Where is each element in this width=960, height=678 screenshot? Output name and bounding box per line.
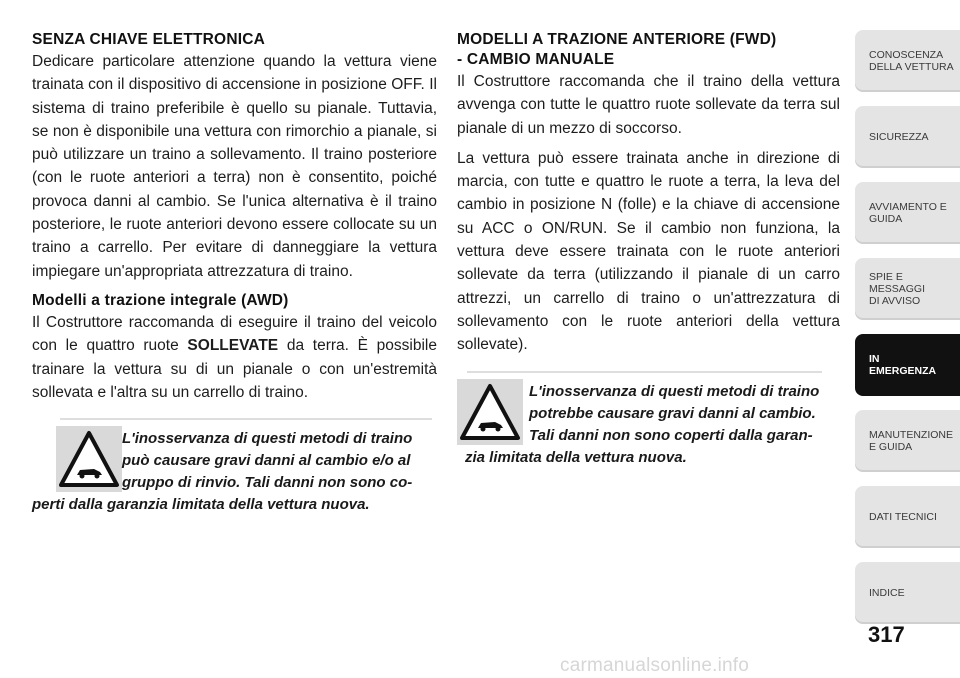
page-number: 317 — [868, 622, 905, 647]
section-text-fwd-2: La vettura può essere trainata anche in direzione di marcia, con tutte e quattro le ruote a terra, la leva del cambio in posizione N (folle) e la chiave di accensione su ACC o ON/RUN. Se il cambio non funziona, la vettura deve essere trainata con le ruote anteriori sollevate da terra (utilizzando il pianale di un carro attrezzi, un carrello di traino o un'attrezzatura di sollevamento con le ruote anteriori della vettura sollevate). — [457, 149, 840, 354]
chapter-tab-2[interactable]: AVVIAMENTO E GUIDA — [855, 182, 960, 244]
section-text-senza-chiave: Dedicare particolare attenzione quando la vettura viene trainata con il dispositivo di accensione in posizione OFF. Il sistema di traino preferibile è quello su pianale. Tuttavia, se non è disponibile una vettura con rimorchio a pianale, si può utilizzare un traino a sollevamento. Il traino posteriore (con le ruote anteriori a terra) non è consentito, poiché provoca danni al cambio. Se l'unica alternativa è il traino posteriore, le ruote anteriori devono essere collocate su un traino a carrello. Per evitare di danneggiare la vettura impiegare un'appropriata attrezzatura di traino. — [32, 53, 437, 280]
chapter-tab-4[interactable]: IN EMERGENZA — [855, 334, 960, 396]
warning-box-fwd — [457, 371, 840, 469]
chapter-tab-3[interactable]: SPIE E MESSAGGI DI AVVISO — [855, 258, 960, 320]
section-text-fwd-1: Il Costruttore raccomanda che il traino della vettura avvenga con tutte le quattro ruote sollevate da terra sul pianale di un mezzo di soccorso. — [457, 73, 840, 137]
right-column — [457, 30, 840, 469]
watermark: carmanualsonline.info — [560, 655, 750, 676]
warning-text-awd: L'inosservanza di questi metodi di traino può causare gravi danni al cambio e/o al gruppo di rinvio. Tali danni non sono co- perti dalla garanzia limitata della vettura nuova. — [32, 430, 413, 514]
chapter-tab-0[interactable]: CONOSCENZA DELLA VETTURA — [855, 30, 960, 92]
section-title-senza-chiave: SENZA CHIAVE ELETTRONICA — [32, 31, 266, 48]
chapter-tabs — [855, 30, 960, 638]
left-column — [32, 30, 437, 516]
section-title-fwd-line1: MODELLI A TRAZIONE ANTERIORE (FWD) — [457, 31, 777, 48]
chapter-tab-1[interactable]: SICUREZZA — [855, 106, 960, 168]
chapter-tab-6[interactable]: DATI TECNICI — [855, 486, 960, 548]
warning-divider — [60, 418, 432, 420]
section-title-fwd-line2: - CAMBIO MANUALE — [457, 51, 615, 68]
chapter-tab-5[interactable]: MANUTENZIONE E GUIDA — [855, 410, 960, 472]
section-text-awd: Il Costruttore raccomanda di eseguire il traino del veicolo con le quattro ruote SOLLEVATE da terra. È possibile trainare la vettura su di un pianale o con un'estremità sollevata e l'altra su un carrello di traino. — [32, 313, 437, 401]
chapter-tab-7[interactable]: INDICE — [855, 562, 960, 624]
section-title-awd: Modelli a trazione integrale (AWD) — [32, 291, 289, 309]
warning-divider — [467, 371, 822, 373]
warning-text-fwd: L'inosservanza di questi metodi di traino potrebbe causare gravi danni al cambio. Tali danni non sono coperti dalla garan- zia limitata della vettura nuova. — [465, 382, 820, 466]
warning-box-awd — [32, 418, 437, 516]
